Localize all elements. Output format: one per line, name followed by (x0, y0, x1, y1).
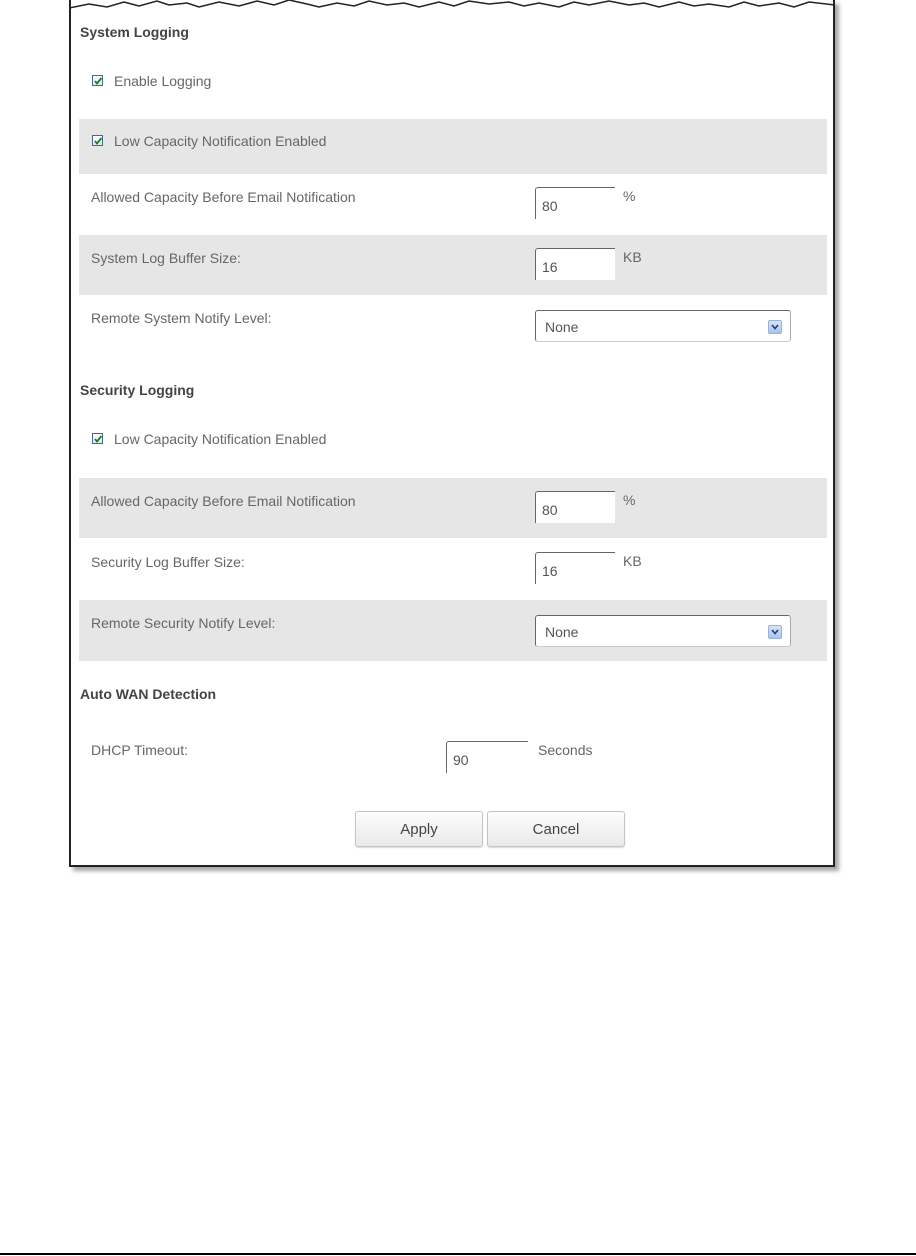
security-allowed-capacity-unit: % (623, 492, 636, 508)
system-low-capacity-label: Low Capacity Notification Enabled (114, 133, 327, 149)
logging-settings-panel (69, 0, 835, 867)
system-notify-level-value: None (545, 319, 579, 335)
system-logging-title: System Logging (80, 24, 189, 40)
checkmark-icon (93, 76, 103, 86)
security-allowed-capacity-row (79, 478, 827, 538)
apply-button[interactable]: Apply (355, 811, 483, 847)
chevron-down-icon[interactable] (768, 625, 782, 639)
security-logging-title: Security Logging (80, 382, 195, 398)
enable-logging-checkbox[interactable] (92, 75, 103, 86)
system-allowed-capacity-label: Allowed Capacity Before Email Notification (91, 189, 356, 205)
system-allowed-capacity-row (79, 174, 827, 234)
system-allowed-capacity-unit: % (623, 188, 636, 204)
system-allowed-capacity-input[interactable]: 80 (535, 187, 615, 219)
security-allowed-capacity-input[interactable]: 80 (535, 491, 615, 523)
auto-wan-title: Auto WAN Detection (80, 686, 217, 702)
security-notify-level-row (79, 600, 827, 661)
system-low-capacity-row (79, 119, 827, 174)
system-notify-level-row (79, 295, 827, 355)
system-low-capacity-checkbox[interactable] (92, 135, 103, 146)
dhcp-timeout-input[interactable]: 90 (446, 741, 528, 773)
system-notify-level-select[interactable] (535, 310, 791, 342)
security-notify-level-label: Remote Security Notify Level: (91, 615, 276, 631)
security-low-capacity-row (79, 417, 827, 477)
page-bottom-rule (0, 1253, 916, 1255)
torn-edge-decoration (69, 0, 835, 20)
security-buffer-size-label: Security Log Buffer Size: (91, 554, 245, 570)
security-low-capacity-label: Low Capacity Notification Enabled (114, 431, 327, 447)
checkmark-icon (93, 434, 103, 444)
chevron-down-icon[interactable] (768, 320, 782, 334)
security-buffer-size-row (79, 539, 827, 599)
security-notify-level-select[interactable] (535, 615, 791, 647)
system-buffer-size-label: System Log Buffer Size: (91, 250, 241, 266)
dhcp-timeout-unit: Seconds (538, 742, 593, 758)
security-buffer-size-unit: KB (623, 553, 642, 569)
system-buffer-size-row (79, 235, 827, 295)
checkmark-icon (93, 136, 103, 146)
security-notify-level-value: None (545, 624, 579, 640)
dhcp-timeout-label: DHCP Timeout: (91, 742, 188, 758)
dhcp-timeout-row (79, 727, 827, 787)
security-allowed-capacity-label: Allowed Capacity Before Email Notification (91, 493, 356, 509)
enable-logging-label: Enable Logging (114, 73, 212, 89)
security-low-capacity-checkbox[interactable] (92, 433, 103, 444)
cancel-button[interactable]: Cancel (487, 811, 625, 847)
system-notify-level-label: Remote System Notify Level: (91, 310, 272, 326)
system-buffer-size-input[interactable]: 16 (535, 248, 615, 280)
enable-logging-row (79, 59, 827, 119)
system-buffer-size-unit: KB (623, 249, 642, 265)
security-buffer-size-input[interactable]: 16 (535, 552, 615, 584)
